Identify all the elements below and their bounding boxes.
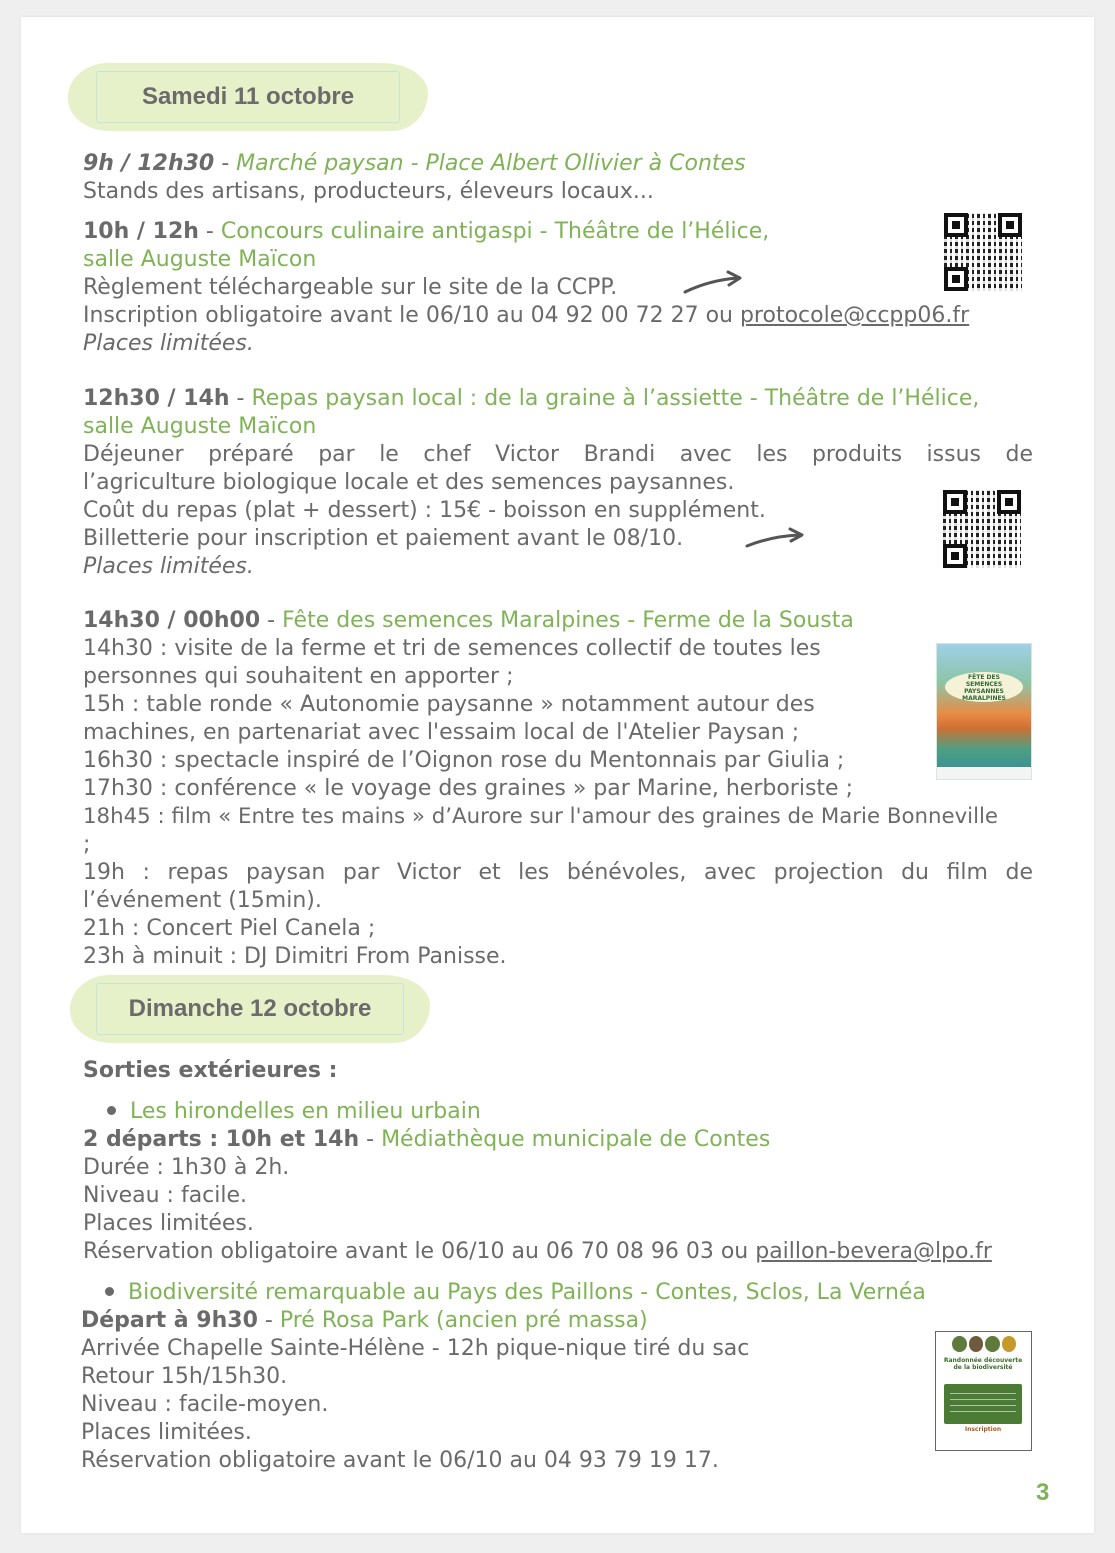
event-time: 9h / 12h30 xyxy=(83,151,215,176)
qr-code-concours[interactable] xyxy=(944,213,1022,291)
event-title: Repas paysan local : de la graine à l’assiette - Théâtre de l’Hélice, xyxy=(251,386,980,411)
outing-hirondelles: Les hirondelles en milieu urbain 2 départs : 10h et 14h - Médiathèque municipale de Contes Durée : 1h30 à 2h. Niveau : facile. Places limitées. Réservation obligatoire avant le 06/10 au 06 70 08 96 03 ou paillon-bevera@lpo.fr xyxy=(83,1099,992,1264)
event-repas-paysan: 12h30 / 14h - Repas paysan local : de la graine à l’assiette - Théâtre de l’Hélice, salle Auguste Maïcon Déjeuner préparé par le chef Victor Brandi avec les produits issus de l’agriculture biologique locale et des semences paysannes. Coût du repas (plat + dessert) : 15€ - boisson en supplément. Billetterie pour inscription et paiement avant le 08/10. Places limitées. xyxy=(83,386,1033,579)
event-concours-culinaire: 10h / 12h - Concours culinaire antigaspi - Théâtre de l’Hélice, salle Auguste Maïcon Règlement téléchargeable sur le site de la CCPP. Inscription obligatoire avant le 06/10 au 04 92 00 72 27 ou protocole@ccpp06.fr Places limitées. xyxy=(83,218,1033,358)
event-title: Marché paysan - Place Albert Ollivier à Contes xyxy=(236,151,746,176)
page-number: 3 xyxy=(1036,1479,1050,1506)
outing-biodiversite: Biodiversité remarquable au Pays des Paillons - Contes, Sclos, La Vernéa Départ à 9h30 - Pré Rosa Park (ancien pré massa) Arrivée Chapelle Sainte-Hélène - 12h pique-nique tiré du sac Retour 15h/15h30. Niveau : facile-moyen. Places limitées. Réservation obligatoire avant le 06/10 au 04 93 79 19 17. xyxy=(81,1280,926,1473)
day-label: Samedi 11 octobre xyxy=(96,71,400,123)
event-title: Concours culinaire antigaspi - Théâtre de l’Hélice, xyxy=(220,219,770,244)
day-heading-samedi xyxy=(68,63,428,131)
outing-title: Les hirondelles en milieu urbain xyxy=(130,1099,481,1124)
bullet-icon xyxy=(107,1106,116,1115)
outing-title: Biodiversité remarquable au Pays des Paillons - Contes, Sclos, La Vernéa xyxy=(128,1280,926,1305)
email-link-ccpp[interactable]: protocole@ccpp06.fr xyxy=(739,303,970,328)
arrow-icon xyxy=(682,270,744,296)
day-label: Dimanche 12 octobre xyxy=(96,983,404,1035)
sorties-heading: Sorties extérieures : xyxy=(83,1058,338,1083)
poster-image: FÊTE DES SEMENCES PAYSANNES MARALPINES xyxy=(936,643,1032,780)
event-desc: Règlement téléchargeable sur le site de la CCPP. xyxy=(83,275,618,300)
bullet-icon xyxy=(105,1287,114,1296)
flyer-image: Randonnée découverte de la biodiversité Inscription xyxy=(935,1331,1032,1451)
arrow-icon xyxy=(744,526,806,550)
event-time: 10h / 12h xyxy=(83,219,199,244)
event-note: Places limitées. xyxy=(83,331,254,356)
event-fete-semences: 14h30 / 00h00 - Fête des semences Maralpines - Ferme de la Sousta 14h30 : visite de la ferme et tri de semences collectif de toutes les personnes qui souhaitent en apporter ; 15h : table ronde « Autonomie paysanne » notamment autour des machines, en partenariat avec l'essaim local de l'Atelier Paysan ; 16h30 : spectacle inspiré de l’Oignon rose du Mentonnais par Giulia ; 17h30 : conférence « le voyage des graines » par Marine, herboriste ; 18h45 : film « Entre tes mains » d’Aurore sur l'amour des graines de Marie Bonneville ; 19h : repas paysan par Victor et les bénévoles, avec projection du film de l’événement (15min). 21h : Concert Piel Canela ; 23h à minuit : DJ Dimitri From Panisse. xyxy=(83,608,1033,969)
event-marche-paysan: 9h / 12h30 - Marché paysan - Place Albert Ollivier à Contes Stands des artisans, producteurs, éleveurs locaux... xyxy=(83,150,1033,206)
event-desc: Stands des artisans, producteurs, éleveurs locaux... xyxy=(83,179,654,204)
day-heading-dimanche xyxy=(70,975,430,1043)
event-time: 12h30 / 14h xyxy=(83,386,230,411)
email-link-lpo[interactable]: paillon-bevera@lpo.fr xyxy=(755,1239,992,1264)
event-time: 14h30 / 00h00 xyxy=(83,608,261,633)
qr-code-billetterie[interactable] xyxy=(943,490,1021,568)
event-title: Fête des semences Maralpines - Ferme de la Sousta xyxy=(282,608,854,633)
event-note: Places limitées. xyxy=(83,554,254,579)
